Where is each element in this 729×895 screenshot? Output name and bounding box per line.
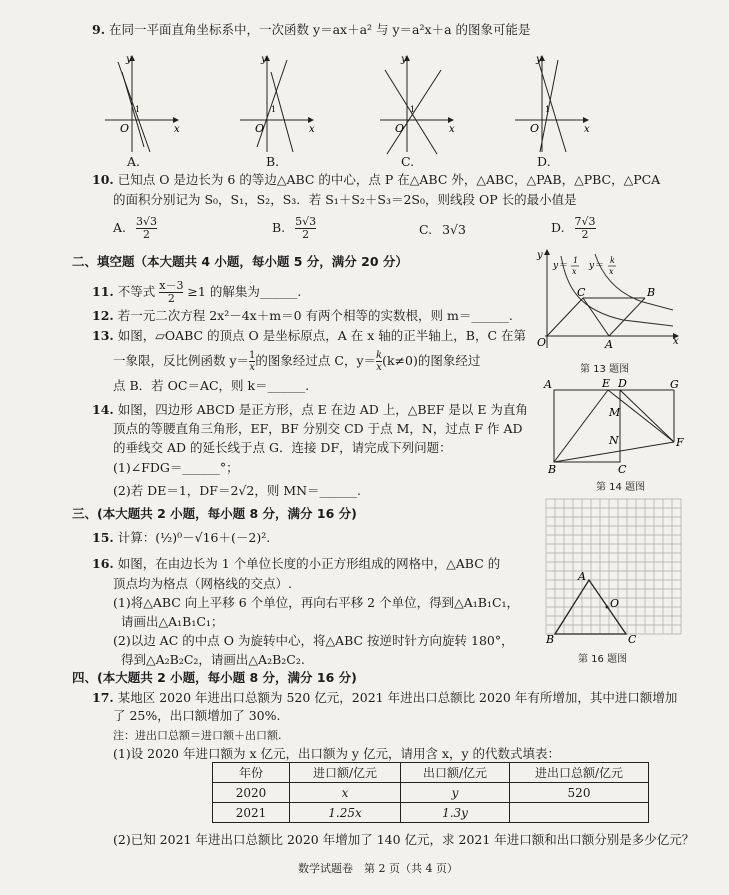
q17-note: 注：进出口总额＝进口额＋出口额. [113, 729, 282, 742]
q11-number: 11. [92, 284, 114, 299]
fig16-caption: 第 16 题图 [578, 654, 628, 665]
q15-number: 15. [92, 530, 114, 545]
q9-d-x: x [584, 124, 590, 135]
fig16-C: C [628, 633, 637, 646]
q9-a-one: 1 [135, 105, 141, 114]
q16-part1b: 请画出△A₁B₁C₁； [121, 614, 224, 629]
fig13-caption: 第 13 题图 [580, 364, 630, 375]
th-import: 进口额/亿元 [290, 763, 401, 783]
q16-line2: 顶点均为格点（网格线的交点）. [113, 576, 292, 591]
q9-a-x: x [174, 124, 180, 135]
fig13-x: x [673, 336, 679, 347]
q17-line1: 17. 某地区 2020 年进出口总额为 520 亿元，2021 年进出口总额比 2020 年有所增加，其中进口额增加 [92, 690, 678, 705]
figure-13 [533, 248, 683, 358]
q16-part1a: (1)将△ABC 向上平移 6 个单位，再向右平移 2 个单位，得到△A₁B₁C₁， [113, 595, 520, 610]
fig13-label2-den: x [609, 267, 614, 276]
q9-graph-b [240, 54, 315, 152]
q9-c-y: y [401, 54, 407, 65]
fig16-A: A [578, 570, 586, 583]
q14-line1: 14. 如图，四边形 ABCD 是正方形，点 E 在边 AD 上，△BEF 是以 E 为直角 [92, 402, 528, 417]
q9-graph-d [515, 54, 590, 152]
figure-16 [542, 498, 682, 646]
section-4-header: 四、(本大题共 2 小题，每小题 8 分，满分 16 分) [72, 670, 357, 685]
fig14-A: A [544, 378, 552, 391]
q9-d-o: O [530, 122, 540, 135]
q13-line3: 点 B．若 OC＝AC，则 k＝______. [113, 378, 310, 393]
fig14-F: F [676, 436, 684, 449]
section-2-header: 二、填空题（本大题共 4 小题，每小题 5 分，满分 20 分） [72, 254, 408, 269]
table-row: 2021 1.25x 1.3y [213, 803, 649, 823]
table-header-row [213, 763, 649, 783]
q9-option-d: D. [537, 154, 551, 169]
q10-option-a: A. $\frac{3√3}{2}$ [113, 215, 158, 241]
q12: 12. 若一元二次方程 2x²－4x＋m＝0 有两个相等的实数根，则 m＝______. [92, 308, 513, 323]
q14-part2: (2)若 DE＝1，DF＝2√2，则 MN＝______. [113, 483, 362, 498]
fig16-B: B [546, 633, 555, 646]
q10-option-c: C. 3√3 [419, 222, 466, 237]
q17-part2: (2)已知 2021 年进出口总额比 2020 年增加了 140 亿元，求 2021 年进口额和出口额分别是多少亿元？ [113, 832, 695, 847]
q11: 11. 不等式 $\frac{x-3}{2}$ ≥1 的解集为______. [92, 279, 302, 305]
q9-c-o: O [395, 122, 405, 135]
q9-number: 9. [92, 22, 106, 37]
q14-number: 14. [92, 402, 114, 417]
fig13-label1-num: 1 [573, 256, 579, 265]
q12-number: 12. [92, 308, 114, 323]
q16-line1: 16. 如图，在由边长为 1 个单位长度的小正方形组成的网格中，△ABC 的 [92, 556, 501, 571]
fig14-N: N [609, 434, 619, 447]
q16-part2b: 得到△A₂B₂C₂，请画出△A₂B₂C₂. [121, 652, 305, 667]
q9-text: 在同一平面直角坐标系中，一次函数 y＝ax＋a² 与 y＝a²x＋a 的图象可能是 [109, 22, 531, 37]
fig13-label2: y＝ [589, 261, 604, 271]
q17-line2: 了 25%，出口额增加了 30%. [113, 708, 281, 723]
fig13-label2-num: k [610, 256, 615, 265]
th-total: 进出口总额/亿元 [510, 763, 649, 783]
q9-option-b: B. [266, 154, 280, 169]
q9-d-one: 1 [545, 105, 551, 114]
q10-line1 [92, 172, 660, 188]
q9-b-x: x [309, 124, 315, 135]
q9-b-o: O [255, 122, 265, 135]
fig16-O: O [610, 597, 620, 610]
th-export: 出口额/亿元 [401, 763, 510, 783]
fig13-B: B [647, 286, 656, 299]
fig13-y: y [537, 250, 543, 261]
fig14-C: C [618, 463, 627, 476]
fig16-grid [546, 499, 681, 634]
q10-text1: 已知点 O 是边长为 6 的等边△ABC 的中心，点 P 在△ABC 外，△ABC，△PAB，△PBC，△PCA [117, 172, 661, 187]
q16-part2a: (2)以边 AC 的中点 O 为旋转中心，将△ABC 按逆时针方向旋转 180°， [113, 633, 514, 648]
q13-line1: 13. 如图，▱OABC 的顶点 O 是坐标原点，A 在 x 轴的正半轴上，B，C 在第 [92, 328, 526, 343]
q14-line3: 的垂线交 AD 的延长线于点 G．连接 DF，请完成下列问题： [113, 440, 452, 455]
q16-number: 16. [92, 556, 114, 571]
q17-number: 17. [92, 690, 114, 705]
fig14-B: B [548, 463, 557, 476]
q10-line2: 的面积分别记为 S₀，S₁，S₂，S₃．若 S₁＋S₂＋S₃＝2S₀，则线段 OP 长的最小值是 [113, 192, 577, 207]
q9-option-a: A. [127, 154, 141, 169]
q9-graph-a [105, 54, 180, 152]
q13-number: 13. [92, 328, 114, 343]
q9-graphs [100, 52, 700, 172]
th-year: 年份 [213, 763, 290, 783]
q9-b-y: y [261, 54, 267, 65]
fig13-O: O [537, 336, 547, 349]
q10-option-d: D. $\frac{7√3}{2}$ [551, 215, 596, 241]
fig13-A: A [605, 338, 613, 351]
q9-d-y: y [536, 54, 542, 65]
q9-c-x: x [449, 124, 455, 135]
q10-option-b: B. $\frac{5√3}{2}$ [272, 215, 317, 241]
page-footer: 数学试题卷 第 2 页（共 4 页） [298, 862, 458, 875]
q17-part1: (1)设 2020 年进口额为 x 亿元，出口额为 y 亿元，请用含 x，y 的代数式填表： [113, 746, 561, 761]
fig14-E: E [602, 377, 611, 390]
q10-number: 10. [92, 172, 114, 187]
fig13-label1: y＝ [553, 261, 568, 271]
q15: 15. 计算：(½)⁰－√16＋(－2)². [92, 530, 271, 545]
table-row: 2020 x y 520 [213, 783, 649, 803]
fig13-C: C [577, 286, 586, 299]
fig14-caption: 第 14 题图 [596, 482, 646, 493]
q14-line2: 顶点的等腰直角三角形，EF，BF 分别交 CD 于点 M，N，过点 F 作 AD [113, 421, 523, 436]
q9-stem [92, 22, 531, 38]
fig14-G: G [670, 378, 679, 391]
fig14-M: M [609, 406, 621, 419]
q9-a-y: y [126, 54, 132, 65]
section-3-header: 三、(本大题共 2 小题，每小题 8 分，满分 16 分) [72, 506, 357, 521]
fig14-D: D [618, 377, 627, 390]
q9-a-o: O [120, 122, 130, 135]
q9-c-one: 1 [410, 105, 416, 114]
q9-b-one: 1 [271, 105, 277, 114]
q14-part1: (1)∠FDG＝______°； [113, 460, 239, 475]
q13-line2: 一象限，反比例函数 y＝ $\frac{1}{x}$ 的图象经过点 C，y＝ $\frac{k}{x}$ (k≠0)的图象经过 [113, 350, 481, 373]
fig13-label1-den: x [572, 267, 577, 276]
q9-graph-c [380, 54, 455, 154]
q9-option-c: C. [401, 154, 415, 169]
q17-table [212, 762, 649, 823]
figure-14 [540, 376, 690, 476]
